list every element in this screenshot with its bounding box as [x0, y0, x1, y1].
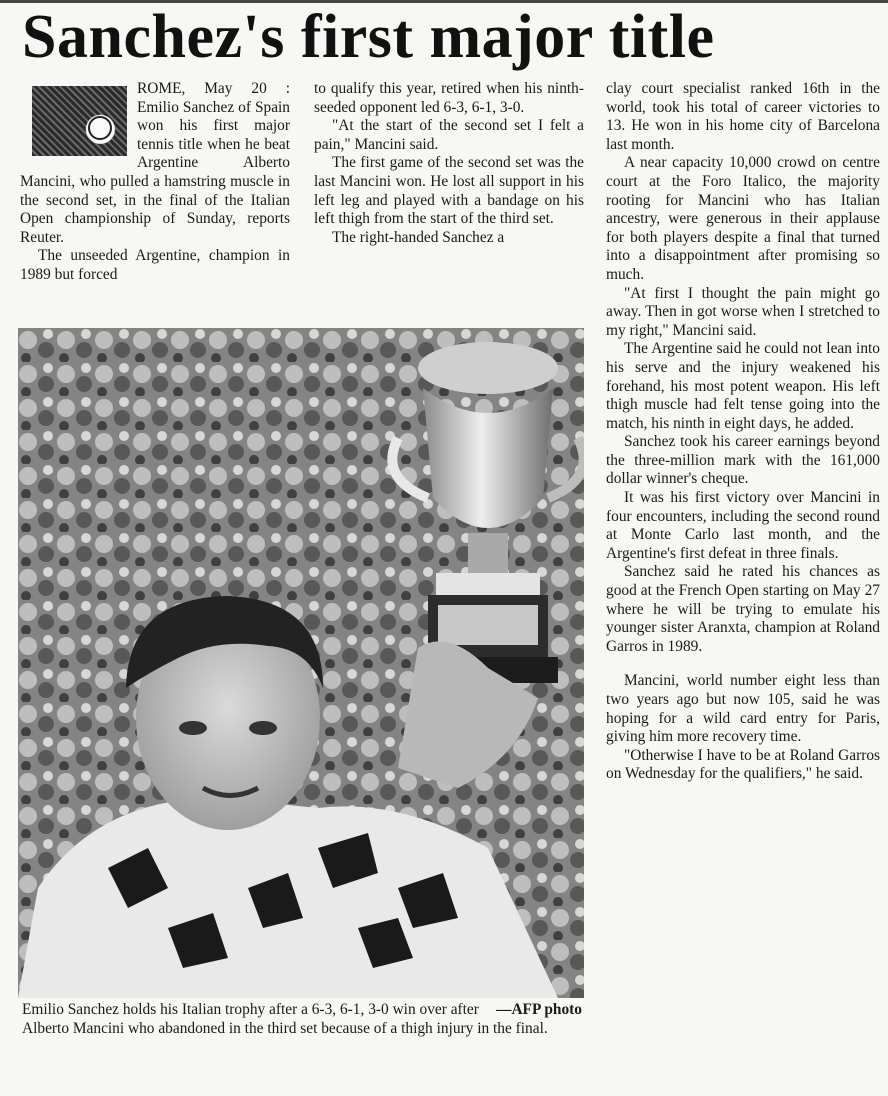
article-paragraph: The first game of the second set was the last Mancini won. He lost all support in his left leg and played with a bandage on his left thigh from the start of the third set.: [314, 154, 584, 228]
article-paragraph: ROME, May 20 : Emilio Sanchez of Spain won his first major tennis title when he beat Argentine Alberto Mancini, who pulled a hamstring muscle in the second set, in the final of the Italian Open championship of Sunday, reports Reuter.: [20, 80, 290, 246]
tennis-ball-icon: [88, 116, 112, 140]
article-paragraph: The unseeded Argentine, champion in 1989 but forced: [20, 247, 290, 283]
article-paragraph: The Argentine said he could not lean into his serve and the injury weakened his forehand, his most potent weapon. His left thigh muscle had felt tense going into the match, his ninth in eight days, he added.: [606, 340, 880, 432]
news-photo: [18, 328, 584, 998]
article-column-3: [606, 80, 880, 784]
article-paragraph: It was his first victory over Mancini in four encounters, including the second round at Monte Carlo last month, and the Argentine's first defeat in three finals.: [606, 489, 880, 562]
article-paragraph: Mancini, world number eight less than two years ago but now 105, said he was hoping for a wild card entry for Paris, giving him more recovery time.: [606, 672, 880, 746]
article-paragraph: Sanchez took his career earnings beyond the three-million mark with the 161,000 dollar winner's cheque.: [606, 433, 880, 488]
article-paragraph: clay court specialist ranked 16th in the world, took his total of career victories to 13. He won in his home city of Barcelona last month.: [606, 80, 880, 153]
article-paragraph: "At the start of the second set I felt a pain," Mancini said.: [314, 117, 584, 153]
article-paragraph: "Otherwise I have to be at Roland Garros on Wednesday for the qualifiers," he said.: [606, 746, 880, 783]
player-with-trophy-photo: [18, 328, 584, 998]
article-paragraph: to qualify this year, retired when his ninth-seeded opponent led 6-3, 6-1, 3-0.: [314, 80, 584, 116]
caption-text: Emilio Sanchez holds his Italian trophy after a 6-3, 6-1, 3-0 win over after Alberto Mancini who abandoned in the third set because of a thigh injury in the final.: [22, 1001, 548, 1037]
headline: Sanchez's first major title: [22, 3, 715, 71]
article-paragraph: A near capacity 10,000 crowd on centre court at the Foro Italico, the majority rooting for Mancini who has Italian ancestry, were generous in their applause for both players despite a final that turned into a disappointment after promising so much.: [606, 154, 880, 283]
article-paragraph: "At first I thought the pain might go away. Then in got worse when I stretched to my right," Mancini said.: [606, 284, 880, 339]
article-paragraph: The right-handed Sanchez a: [332, 228, 505, 246]
article-column-2: [314, 80, 584, 247]
tennis-ball-thumbnail: [32, 86, 127, 156]
photo-caption: [22, 1000, 582, 1038]
article-column-1: [20, 80, 290, 285]
photo-credit: —AFP photo: [496, 1001, 582, 1018]
article-paragraph: Sanchez said he rated his chances as good at the French Open starting on May 27 where he will be trying to emulate his younger sister Aranxta, champion at Roland Garros in 1989.: [606, 563, 880, 655]
